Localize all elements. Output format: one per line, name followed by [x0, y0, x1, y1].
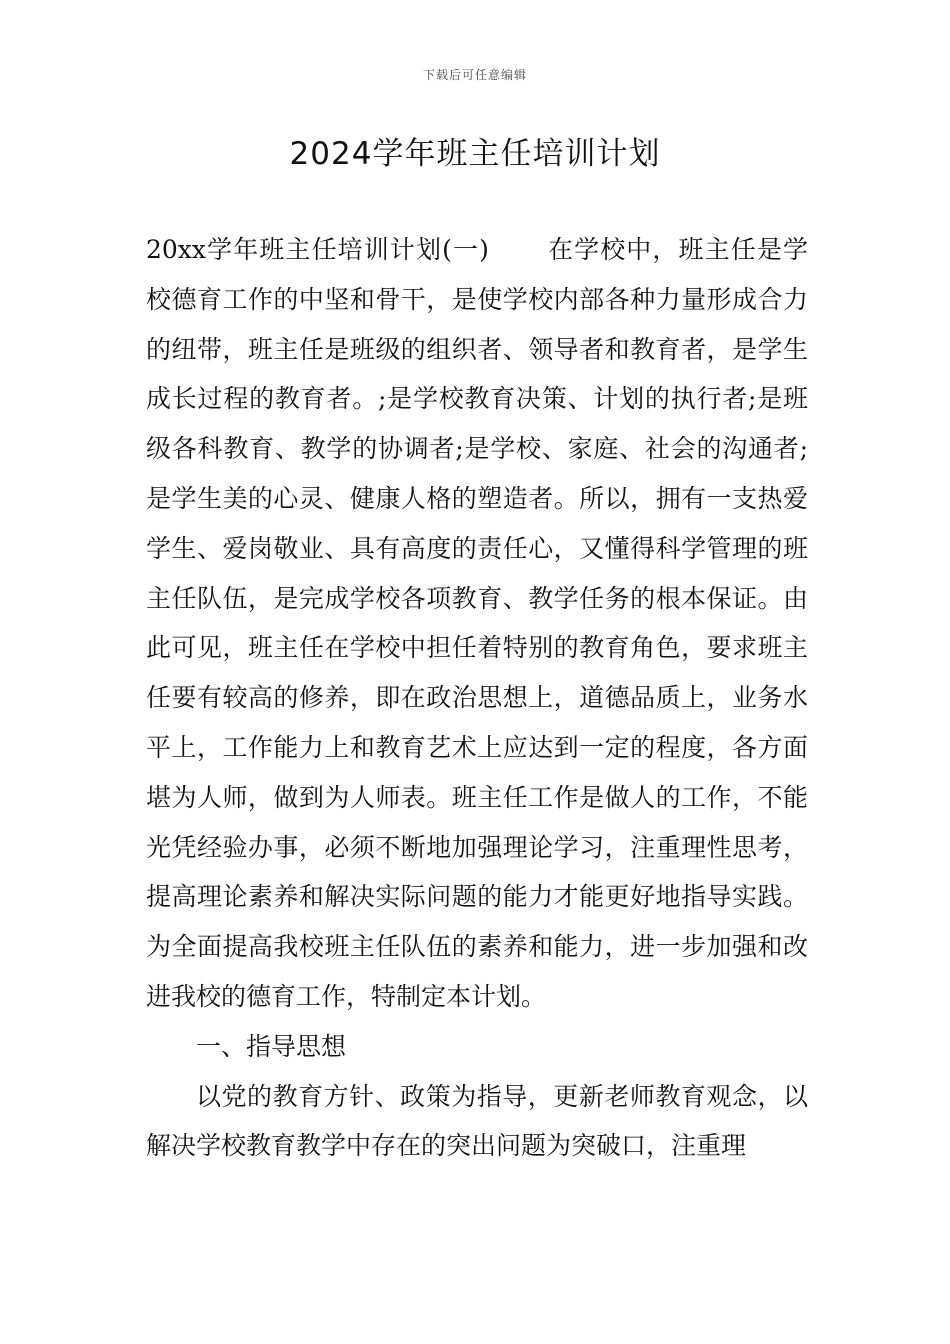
document-body [146, 225, 808, 1171]
document-title: 2024学年班主任培训计划 [289, 136, 661, 172]
intro-subtitle: 20xx学年班主任培训计划(一) [146, 235, 489, 264]
intro-text: 在学校中，班主任是学校德育工作的中坚和骨干，是使学校内部各种力量形成合力的纽带，班主任是班级的组织者、领导者和教育者，是学生成长过程的教育者。;是学校教育决策、计划的执行者;是班级各科教育、教学的协调者;是学校、家庭、社会的沟通者;是学生美的心灵、健康人格的塑造者。所以，拥有一支热爱学生、爱岗敬业、具有高度的责任心，又懂得科学管理的班主任队伍，是完成学校各项教育、教学任务的根本保证。由此可见，班主任在学校中担任着特别的教育角色，要求班主任要有较高的修养，即在政治思想上，道德品质上，业务水平上，工作能力上和教育艺术上应达到一定的程度，各方面堪为人师，做到为人师表。班主任工作是做人的工作，不能光凭经验办事，必须不断地加强理论学习，注重理性思考，提高理论素养和解决实际问题的能力才能更好地指导实践。为全面提高我校班主任队伍的素养和能力，进一步加强和改进我校的德育工作，特制定本计划。 [146, 235, 808, 1011]
header-note: 下载后可任意编辑 [422, 68, 527, 82]
intro-paragraph [146, 225, 808, 1022]
section-paragraph: 以党的教育方针、政策为指导，更新老师教育观念，以解决学校教育教学中存在的突出问题为突破口，注重理 [146, 1081, 808, 1161]
section-heading: 一、指导思想 [196, 1031, 347, 1061]
